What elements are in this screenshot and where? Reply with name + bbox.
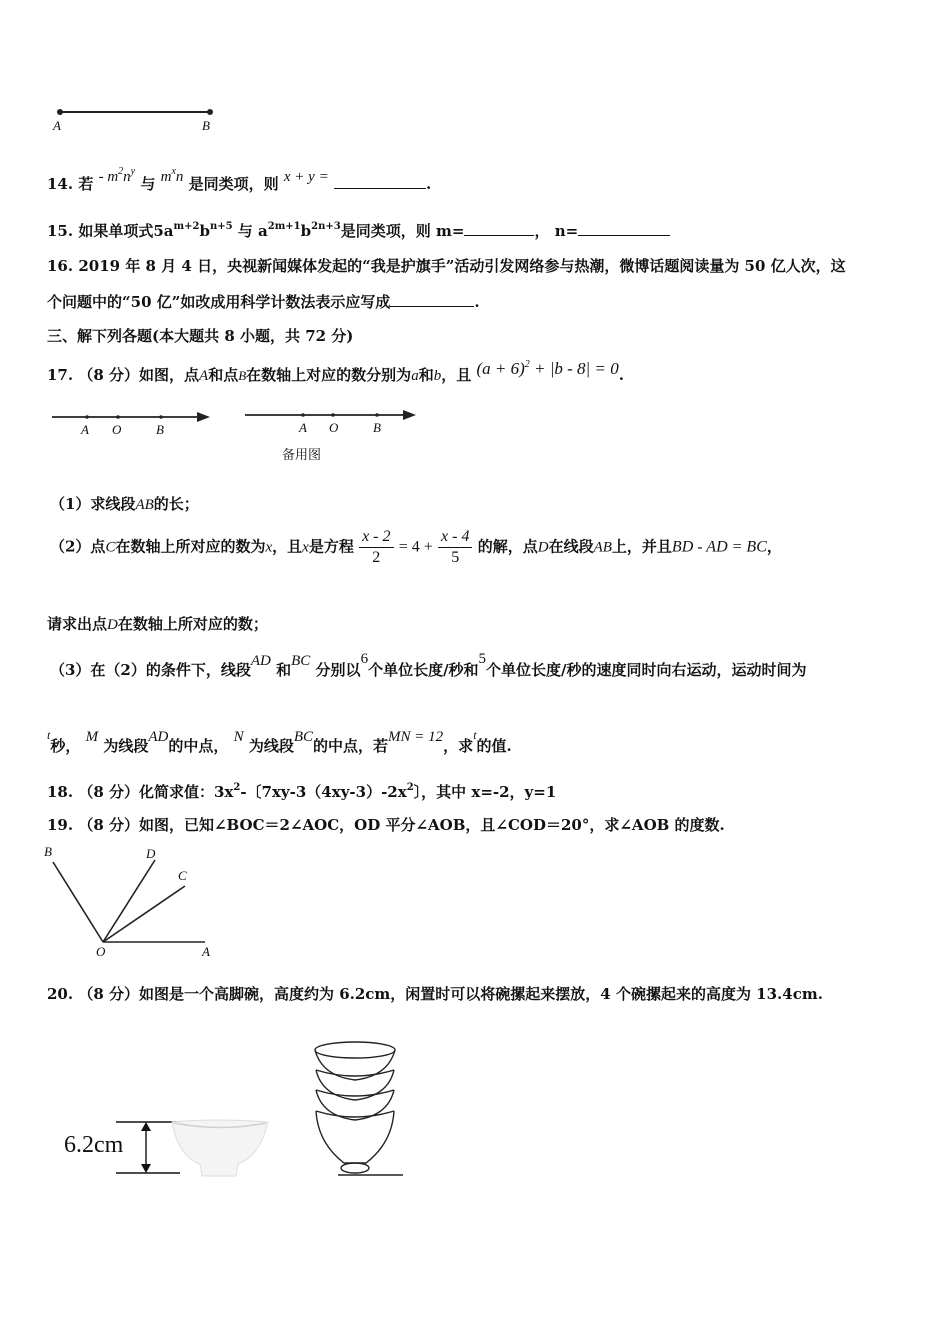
label-b: B (202, 118, 210, 133)
q14-expr1: - $m^2n^y$ (98, 166, 136, 185)
answer-blank[interactable] (334, 174, 426, 189)
question-16: 16. 2019 年 8 月 4 日，央视新闻媒体发起的“我是护旗手”活动引发网络参与热潮，微博话题阅读量为 50 亿人次，这 (47, 257, 846, 275)
q15-term2: $a^{2m+1}b^{2n+3}$ (258, 221, 341, 240)
q17-part2-line2: 请求出点D在数轴上所对应的数； (47, 615, 268, 633)
axis1-label-b: B (156, 422, 164, 437)
question-17: 17. （8 分）如图，点A和点B在数轴上对应的数分别为a和b，且 $(a + 6)^2 + |b - 8| = 0$. (47, 359, 624, 384)
q14-text: 若 (78, 175, 94, 193)
q17-formula: $(a + 6)^2 + |b - 8| = 0$ (476, 359, 619, 378)
answer-blank[interactable] (390, 292, 474, 307)
section-title: 三、解下列各题(本大题共 8 小题，共 72 分) (47, 327, 354, 345)
number-line-1-svg (52, 410, 212, 424)
q15-term1: $5a^{m+2}b^{n+5}$ (153, 221, 233, 240)
axis2-label-o: O (329, 420, 339, 435)
q17-fraction-2: $\frac{x - 4}{5}$ (438, 527, 472, 568)
q17-part2: （2）点C在数轴上所对应的数为x，且x是方程 $\frac{x - 2}{2}$ = 4 + $\frac{x - 4}{5}$ 的解，点D在线段AB上，并且BD - AD = BC， (50, 528, 782, 566)
axis1-label-o: O (112, 422, 122, 437)
q17-part3: （3）在（2）的条件下，线段AD 和BC 分别以6个单位长度/秒和5个单位长度/秒的速度同时向右运动，运动时间为 (50, 651, 807, 679)
q14-expr3: x + y = (283, 169, 329, 185)
q14-text: 是同类项，则 (188, 175, 279, 193)
segment-ab-svg (50, 104, 210, 134)
angle-label-d: D (146, 846, 156, 861)
q17-part1: （1）求线段AB的长； (50, 495, 199, 513)
bowl-height-label: 6.2cm (64, 1132, 124, 1158)
q14-expr2: $m^xn$ (160, 166, 184, 185)
angle-label-c: C (178, 868, 187, 883)
q14-text: 与 (140, 175, 156, 193)
angle-label-a: A (202, 944, 210, 959)
answer-blank-m[interactable] (464, 221, 534, 236)
axis1-label-a: A (81, 422, 89, 437)
stacked-bowls-svg (308, 1038, 408, 1183)
angle-label-b: B (44, 844, 52, 859)
axis2-label-b: B (373, 420, 381, 435)
question-14: 14. 若 - $m^2n^y$ 与 $m^xn$ 是同类项，则 x + y = . (47, 166, 432, 193)
axis2-caption: 备用图 (282, 448, 322, 463)
question-16-line2: 个问题中的“50 亿”如改成用科学计数法表示应写成 . (47, 293, 480, 311)
angle-figure-svg (45, 850, 215, 960)
q17-fraction-1: $\frac{x - 2}{2}$ (359, 527, 393, 568)
q14-number: 14. (47, 175, 74, 193)
label-a: A (53, 118, 61, 133)
axis2-label-a: A (299, 420, 307, 435)
q17-part3-line2: $^t$秒， M 为线段AD的中点， N 为线段BC的中点，若MN = 12，求$^t$的值. (47, 728, 512, 755)
question-15: 15. 如果单项式$5a^{m+2}b^{n+5}$ 与 $a^{2m+1}b^{2n+3}$是同类项，则 m= ， n= (47, 221, 670, 244)
question-19: 19. （8 分）如图，已知∠BOC＝2∠AOC，OD 平分∠AOB，且∠COD＝20°，求∠AOB 的度数. (47, 816, 725, 834)
bowl-height-marker-svg (110, 1116, 270, 1186)
answer-blank-n[interactable] (578, 221, 670, 236)
question-18: 18. （8 分）化简求值：$3x^2-$〔$7xy-3(4xy-3)-2x^2$〕，其中 x=-2，y=1 (47, 782, 557, 801)
angle-label-o: O (96, 944, 106, 959)
question-20: 20. （8 分）如图是一个高脚碗，高度约为 6.2cm，闲置时可以将碗摞起来摆放，4 个碗摞起来的高度为 13.4cm. (47, 985, 823, 1003)
